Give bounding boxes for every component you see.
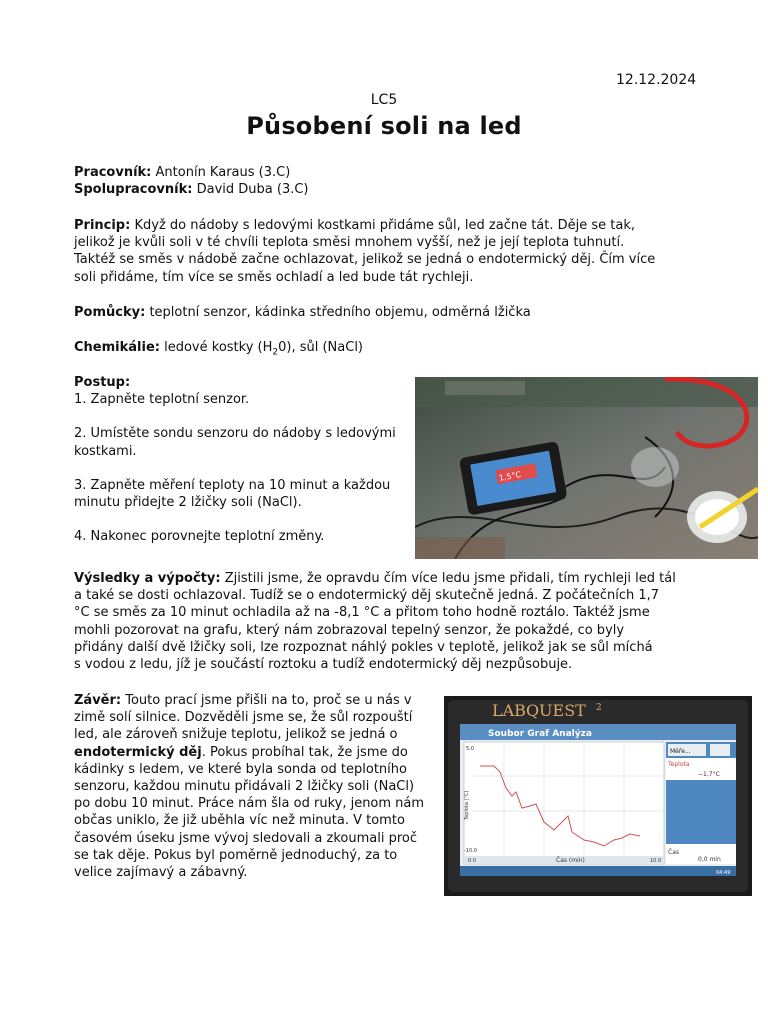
labquest-y-bottom: -10.0: [464, 848, 477, 854]
results-line: mohli pozorovat na grafu, který nám zobrazoval tepelný senzor, že pokaždé, co byly: [74, 622, 625, 638]
worker-label: Pracovník:: [74, 165, 152, 180]
labquest-y-top: 5.0: [466, 746, 474, 752]
labquest-clock: 04:49: [716, 870, 731, 876]
results-line: přidány další dvě lžičky soli, lze rozpoznat náhlý pokles v teplotě, jelikož jak se sůl míchá: [74, 639, 653, 655]
chemicals-label: Chemikálie:: [74, 340, 160, 355]
chemicals-section: [74, 339, 363, 362]
procedure-step-3-cont: minutu přidejte 2 lžičky soli (NaCl).: [74, 495, 302, 511]
conclusion-line: velice zajímavý a zábavný.: [74, 865, 248, 881]
tools-section: [74, 304, 531, 321]
conclusion-line: se tak děje. Pokus byl poměrně jednoduchý, za to: [74, 847, 398, 863]
labquest-mere-button: Měře...: [670, 748, 691, 755]
labquest-side-teplota: Teplota: [668, 761, 690, 768]
procedure-step-1: 1. Zapněte teplotní senzor.: [74, 392, 250, 408]
chemicals-value-b: 0), sůl (NaCl): [278, 340, 363, 355]
conclusion-section: [74, 692, 442, 881]
principle-line: Taktéž se směs v nádobě začne ochlazovat, jelikož se jedná o endotermický děj. Čím více: [74, 252, 656, 268]
conclusion-line: časovém úseku jsme vývoj sledovali a zkoumali proč: [74, 830, 417, 846]
device-reading: 1,5°C: [498, 469, 522, 483]
results-line: s vodou z ledu, jíž je součástí roztoku a tudíž endotermický děj nezpůsobuje.: [74, 657, 573, 673]
labquest-side-cas: Čas: [668, 849, 679, 856]
conclusion-line: občas uniklo, že již uběhla víc než minuta. V tomto: [74, 813, 405, 829]
coworker-label: Spolupracovník:: [74, 182, 193, 198]
labquest-brand-number: 2: [596, 703, 602, 713]
people-section: [74, 164, 309, 198]
results-line: a také se dosti ochlazoval. Tudíž se o endotermický děj skutečně jedná. Z počátečních 1,7: [74, 588, 660, 604]
principle-section: [74, 217, 754, 286]
coworker-value: David Duba (3.C): [196, 182, 309, 198]
principle-line: Když do nádoby s ledovými kostkami přidáme sůl, led začne tát. Děje se tak,: [134, 218, 636, 233]
experiment-photo: [415, 377, 758, 559]
procedure-step-2: 2. Umístěte sondu senzoru do nádoby s ledovými: [74, 426, 396, 442]
procedure-label: Postup:: [74, 375, 131, 390]
results-line: Zjistili jsme, že opravdu čím více ledu jsme přidali, tím rychleji led tál: [224, 571, 676, 586]
tools-value: teplotní senzor, kádinka středního objemu, odměrná lžička: [149, 305, 531, 320]
experiment-photo-graphic: [415, 377, 758, 559]
labquest-menu: Soubor Graf Analýza: [488, 729, 592, 739]
conclusion-label: Závěr:: [74, 693, 122, 708]
tools-label: Pomůcky:: [74, 305, 146, 320]
conclusion-line: zimě solí silnice. Dozvěděli jsme se, že sůl rozpouští: [74, 710, 413, 726]
procedure-step-3: 3. Zapněte měření teploty na 10 minut a každou: [74, 477, 391, 493]
page-title: Působení soli na led: [246, 112, 522, 140]
conclusion-line: led, ale zároveň snižuje teplotu, jelikož se jedná o: [74, 727, 398, 743]
chemicals-subscript: 2: [272, 347, 279, 358]
labquest-brand: LABQUEST: [492, 701, 586, 720]
procedure-section: [74, 374, 409, 545]
labquest-side-value: −1,7°C: [698, 771, 720, 778]
labquest-photo-graphic: [444, 696, 752, 896]
results-line: °C se směs za 10 minut ochladila až na -8,1 °C a přitom toho hodně roztálo. Taktéž jsme: [74, 605, 650, 621]
worker-value: Antonín Karaus (3.C): [155, 165, 291, 180]
lab-code: LC5: [370, 92, 398, 108]
document-date: 12.12.2024: [616, 72, 697, 88]
conclusion-line: senzoru, každou minutu přidávali 2 lžičky soli (NaCl): [74, 779, 415, 795]
conclusion-line: kádinky s ledem, ve které byla sonda od teplotního: [74, 761, 407, 777]
labquest-side-cas-value: 0,0 min: [698, 856, 721, 863]
labquest-x-axis: Čas (min): [556, 857, 585, 864]
principle-label: Princip:: [74, 218, 131, 233]
procedure-step-2-cont: kostkami.: [74, 443, 137, 459]
conclusion-line: Touto prací jsme přišli na to, proč se u nás v: [125, 693, 412, 708]
chemicals-value-a: ledové kostky (H: [164, 340, 273, 355]
conclusion-line: . Pokus probíhal tak, že jsme do: [201, 744, 408, 760]
labquest-x-left: 0.0: [468, 858, 476, 864]
principle-line: jelikož je kvůli soli v té chvíli teplota směsi mnohem vyšší, než je její teplota tuhnutí.: [74, 235, 625, 251]
conclusion-bold-term: endotermický děj: [74, 744, 202, 760]
procedure-step-4: 4. Nakonec porovnejte teplotní změny.: [74, 529, 325, 545]
principle-line: soli přidáme, tím více se směs ochladí a led bude tát rychleji.: [74, 269, 474, 285]
conclusion-line: po dobu 10 minut. Práce nám šla od ruky, jenom nám: [74, 796, 425, 812]
labquest-x-right: 10.0: [650, 858, 662, 864]
results-label: Výsledky a výpočty:: [74, 571, 221, 586]
labquest-photo: [444, 696, 752, 896]
results-section: [74, 570, 754, 673]
labquest-y-axis: Teplota (°C): [464, 790, 470, 820]
